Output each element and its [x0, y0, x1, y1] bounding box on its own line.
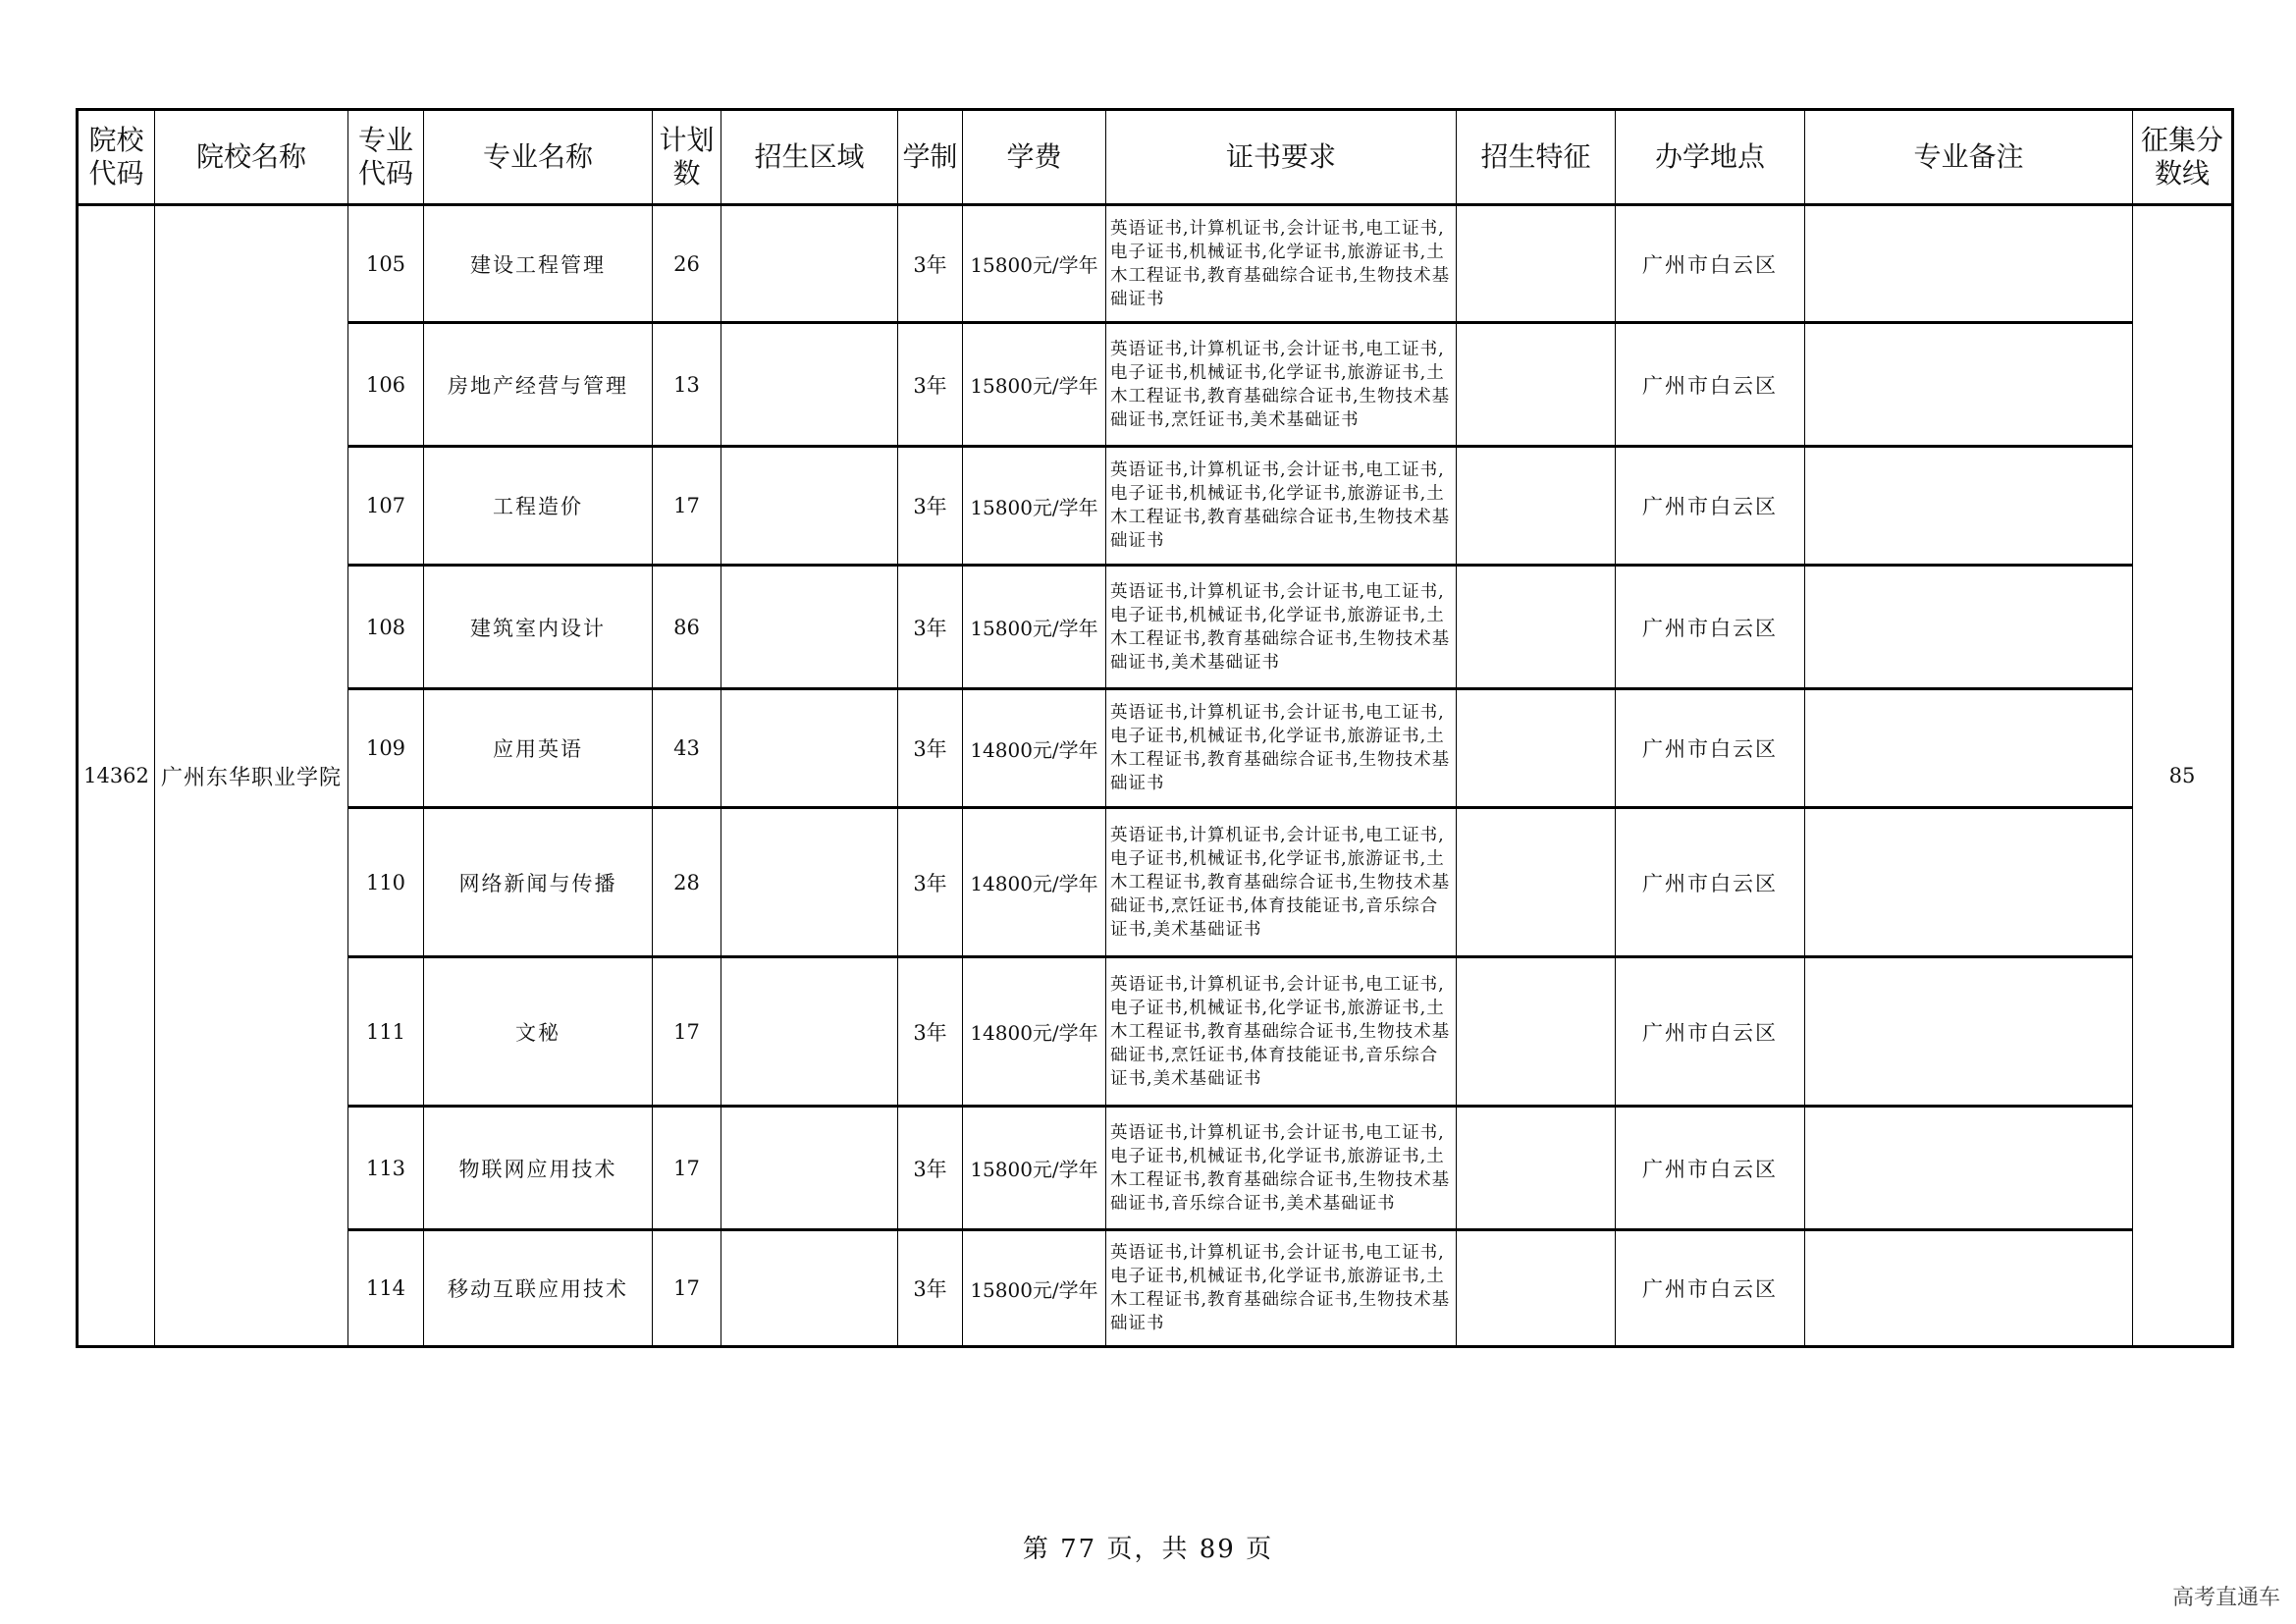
major-code-cell: 105	[348, 205, 424, 323]
table-row	[78, 566, 2233, 689]
column-header: 专业代码	[348, 110, 424, 205]
watermark-text: 高考直通车	[2171, 1586, 2280, 1610]
feature-cell	[1457, 566, 1616, 689]
region-cell	[721, 957, 898, 1107]
table-row	[78, 1107, 2233, 1230]
note-cell	[1805, 205, 2133, 323]
feature-cell	[1457, 447, 1616, 566]
duration-cell: 3年	[898, 1107, 963, 1230]
table-row	[78, 447, 2233, 566]
region-cell	[721, 689, 898, 808]
column-header: 征集分数线	[2133, 110, 2233, 205]
certificate-cell: 英语证书,计算机证书,会计证书,电工证书,电子证书,机械证书,化学证书,旅游证书,土木工程证书,教育基础综合证书,生物技术基础证书	[1106, 205, 1457, 323]
feature-cell	[1457, 1230, 1616, 1347]
note-cell	[1805, 1107, 2133, 1230]
major-code-cell: 110	[348, 808, 424, 957]
location-cell: 广州市白云区	[1616, 566, 1805, 689]
table-row	[78, 323, 2233, 447]
table-row	[78, 689, 2233, 808]
note-cell	[1805, 1230, 2133, 1347]
plan-count-cell: 86	[653, 566, 721, 689]
location-cell: 广州市白云区	[1616, 447, 1805, 566]
major-code-cell: 113	[348, 1107, 424, 1230]
admission-plan-table	[76, 108, 2234, 1348]
note-cell	[1805, 447, 2133, 566]
note-cell	[1805, 689, 2133, 808]
major-name-cell: 房地产经营与管理	[424, 323, 653, 447]
major-code-cell: 111	[348, 957, 424, 1107]
duration-cell: 3年	[898, 447, 963, 566]
location-cell: 广州市白云区	[1616, 1107, 1805, 1230]
note-cell	[1805, 808, 2133, 957]
column-header: 专业名称	[424, 110, 653, 205]
column-header: 办学地点	[1616, 110, 1805, 205]
certificate-cell: 英语证书,计算机证书,会计证书,电工证书,电子证书,机械证书,化学证书,旅游证书,土木工程证书,教育基础综合证书,生物技术基础证书	[1106, 689, 1457, 808]
plan-count-cell: 17	[653, 1230, 721, 1347]
location-cell: 广州市白云区	[1616, 323, 1805, 447]
certificate-cell: 英语证书,计算机证书,会计证书,电工证书,电子证书,机械证书,化学证书,旅游证书,土木工程证书,教育基础综合证书,生物技术基础证书,烹饪证书,体育技能证书,音乐综合证书,美术基础证书	[1106, 808, 1457, 957]
plan-count-cell: 17	[653, 957, 721, 1107]
major-code-cell: 114	[348, 1230, 424, 1347]
note-cell	[1805, 323, 2133, 447]
table-header-row	[78, 110, 2233, 205]
plan-count-cell: 17	[653, 447, 721, 566]
tuition-cell: 15800元/学年	[963, 323, 1106, 447]
plan-count-cell: 13	[653, 323, 721, 447]
duration-cell: 3年	[898, 566, 963, 689]
score-line-cell: 85	[2133, 205, 2233, 1347]
table-row	[78, 808, 2233, 957]
major-code-cell: 108	[348, 566, 424, 689]
certificate-cell: 英语证书,计算机证书,会计证书,电工证书,电子证书,机械证书,化学证书,旅游证书,土木工程证书,教育基础综合证书,生物技术基础证书	[1106, 1230, 1457, 1347]
column-header: 证书要求	[1106, 110, 1457, 205]
column-header: 学费	[963, 110, 1106, 205]
region-cell	[721, 205, 898, 323]
certificate-cell: 英语证书,计算机证书,会计证书,电工证书,电子证书,机械证书,化学证书,旅游证书,土木工程证书,教育基础综合证书,生物技术基础证书,烹饪证书,体育技能证书,音乐综合证书,美术基础证书	[1106, 957, 1457, 1107]
note-cell	[1805, 566, 2133, 689]
major-code-cell: 107	[348, 447, 424, 566]
major-code-cell: 106	[348, 323, 424, 447]
tuition-cell: 15800元/学年	[963, 447, 1106, 566]
column-header: 招生特征	[1457, 110, 1616, 205]
column-header: 招生区域	[721, 110, 898, 205]
major-name-cell: 网络新闻与传播	[424, 808, 653, 957]
column-header: 院校代码	[78, 110, 155, 205]
location-cell: 广州市白云区	[1616, 689, 1805, 808]
location-cell: 广州市白云区	[1616, 957, 1805, 1107]
region-cell	[721, 447, 898, 566]
tuition-cell: 15800元/学年	[963, 205, 1106, 323]
region-cell	[721, 1107, 898, 1230]
feature-cell	[1457, 1107, 1616, 1230]
major-code-cell: 109	[348, 689, 424, 808]
location-cell: 广州市白云区	[1616, 205, 1805, 323]
region-cell	[721, 566, 898, 689]
major-name-cell: 应用英语	[424, 689, 653, 808]
major-name-cell: 物联网应用技术	[424, 1107, 653, 1230]
major-name-cell: 工程造价	[424, 447, 653, 566]
certificate-cell: 英语证书,计算机证书,会计证书,电工证书,电子证书,机械证书,化学证书,旅游证书,土木工程证书,教育基础综合证书,生物技术基础证书,烹饪证书,美术基础证书	[1106, 323, 1457, 447]
duration-cell: 3年	[898, 205, 963, 323]
table-row	[78, 1230, 2233, 1347]
duration-cell: 3年	[898, 689, 963, 808]
major-name-cell: 文秘	[424, 957, 653, 1107]
location-cell: 广州市白云区	[1616, 808, 1805, 957]
tuition-cell: 15800元/学年	[963, 1230, 1106, 1347]
duration-cell: 3年	[898, 957, 963, 1107]
school-code-cell: 14362	[78, 205, 155, 1347]
certificate-cell: 英语证书,计算机证书,会计证书,电工证书,电子证书,机械证书,化学证书,旅游证书,土木工程证书,教育基础综合证书,生物技术基础证书	[1106, 447, 1457, 566]
certificate-cell: 英语证书,计算机证书,会计证书,电工证书,电子证书,机械证书,化学证书,旅游证书,土木工程证书,教育基础综合证书,生物技术基础证书,音乐综合证书,美术基础证书	[1106, 1107, 1457, 1230]
major-name-cell: 建筑室内设计	[424, 566, 653, 689]
feature-cell	[1457, 205, 1616, 323]
region-cell	[721, 808, 898, 957]
plan-count-cell: 43	[653, 689, 721, 808]
tuition-cell: 14800元/学年	[963, 808, 1106, 957]
plan-count-cell: 17	[653, 1107, 721, 1230]
region-cell	[721, 323, 898, 447]
feature-cell	[1457, 957, 1616, 1107]
column-header: 学制	[898, 110, 963, 205]
major-name-cell: 移动互联应用技术	[424, 1230, 653, 1347]
region-cell	[721, 1230, 898, 1347]
plan-count-cell: 26	[653, 205, 721, 323]
certificate-cell: 英语证书,计算机证书,会计证书,电工证书,电子证书,机械证书,化学证书,旅游证书,土木工程证书,教育基础综合证书,生物技术基础证书,美术基础证书	[1106, 566, 1457, 689]
column-header: 专业备注	[1805, 110, 2133, 205]
feature-cell	[1457, 689, 1616, 808]
note-cell	[1805, 957, 2133, 1107]
school-name-cell: 广州东华职业学院	[155, 205, 348, 1347]
feature-cell	[1457, 323, 1616, 447]
plan-count-cell: 28	[653, 808, 721, 957]
tuition-cell: 15800元/学年	[963, 566, 1106, 689]
tuition-cell: 14800元/学年	[963, 957, 1106, 1107]
table-row	[78, 205, 2233, 323]
table-row	[78, 957, 2233, 1107]
tuition-cell: 15800元/学年	[963, 1107, 1106, 1230]
page-number-footer: 第 77 页，共 89 页	[1022, 1535, 1274, 1564]
major-name-cell: 建设工程管理	[424, 205, 653, 323]
duration-cell: 3年	[898, 1230, 963, 1347]
location-cell: 广州市白云区	[1616, 1230, 1805, 1347]
feature-cell	[1457, 808, 1616, 957]
column-header: 计划数	[653, 110, 721, 205]
duration-cell: 3年	[898, 808, 963, 957]
tuition-cell: 14800元/学年	[963, 689, 1106, 808]
column-header: 院校名称	[155, 110, 348, 205]
duration-cell: 3年	[898, 323, 963, 447]
